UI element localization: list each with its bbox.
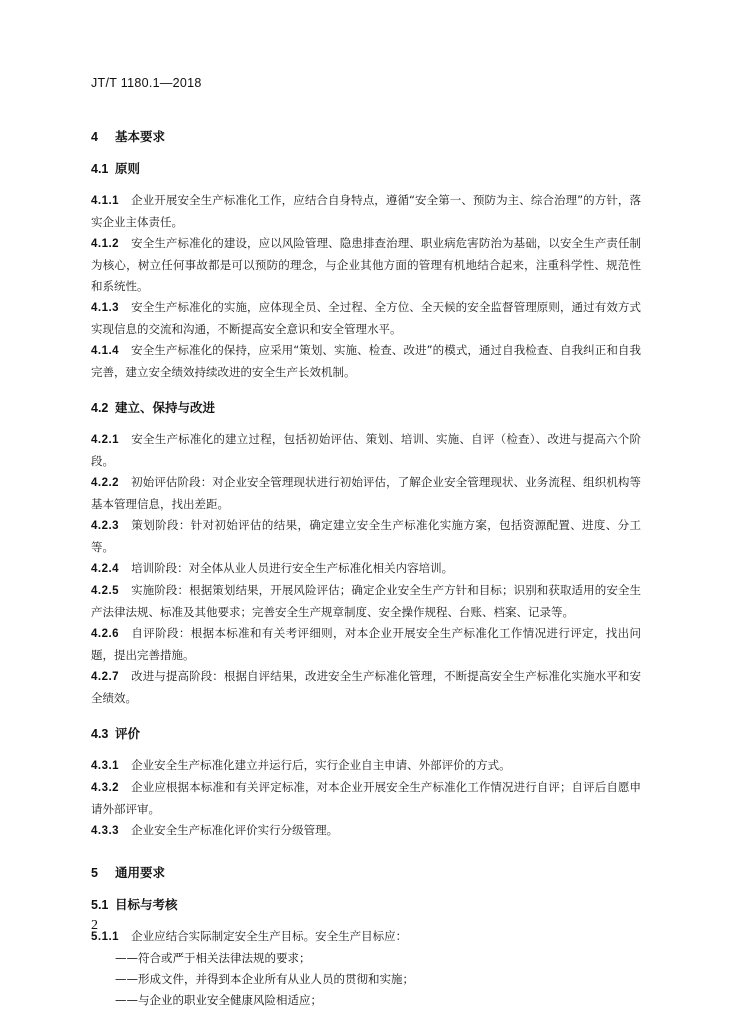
clause-number: 5.1.1 [91, 931, 120, 943]
clause-text: 企业应结合实际制定安全生产目标。安全生产目标应： [131, 929, 408, 943]
section-4-2-heading [91, 397, 641, 419]
section-number: 4.3 [91, 727, 109, 741]
clause-4-3-2 [91, 777, 641, 820]
clause-4-3-1 [91, 755, 641, 777]
clause-text: 安全生产标准化的实施，应体现全员、全过程、全方位、全天候的安全监督管理原则，通过有效方式实现信息的交流和沟通，不断提高安全意识和安全管理水平。 [91, 300, 641, 336]
section-4-1-heading [91, 158, 641, 180]
clause-text: 企业安全生产标准化建立并运行后，实行企业自主申请、外部评价的方式。 [131, 758, 511, 772]
list-item: ——与企业的职业安全健康风险相适应； [115, 993, 322, 1007]
clause-text: 安全生产标准化的保持，应采用“策划、实施、检查、改进”的模式，通过自我检查、自我纠正和自我完善，建立安全绩效持续改进的安全生产长效机制。 [91, 343, 641, 379]
section-number: 5 [91, 866, 98, 880]
clause-number: 4.1.1 [91, 195, 120, 207]
clause-4-2-1 [91, 429, 641, 472]
page-number: 2 [91, 918, 98, 933]
clause-number: 4.1.3 [91, 302, 120, 314]
clause-4-2-7 [91, 666, 641, 709]
clause-number: 4.3.3 [91, 825, 120, 837]
section-number: 4.2 [91, 401, 109, 415]
clause-number: 4.2.4 [91, 563, 120, 575]
section-title: 通用要求 [115, 865, 166, 880]
clause-number: 4.2.2 [91, 477, 120, 489]
section-5-heading [91, 862, 641, 884]
clause-4-2-6 [91, 623, 641, 666]
clause-number: 4.1.4 [91, 345, 120, 357]
clause-4-2-4 [91, 558, 641, 580]
clause-4-1-1 [91, 190, 641, 233]
section-number: 5.1 [91, 898, 109, 912]
clause-4-2-3 [91, 515, 641, 558]
section-4-3-heading [91, 723, 641, 745]
clause-4-1-3 [91, 297, 641, 340]
section-title: 目标与考核 [115, 897, 178, 912]
clause-text: 策划阶段：针对初始评估的结果，确定建立安全生产标准化实施方案，包括资源配置、进度、分工等。 [91, 518, 641, 554]
clause-text: 实施阶段：根据策划结果，开展风险评估；确定企业安全生产方针和目标；识别和获取适用的安全生产法律法规、标准及其他要求；完善安全生产规章制度、安全操作规程、台账、档案、记录等。 [91, 583, 641, 619]
section-5-1-heading [91, 894, 641, 916]
clause-number: 4.2.7 [91, 671, 120, 683]
clause-4-1-2 [91, 233, 641, 297]
clause-text: 企业应根据本标准和有关评定标准，对本企业开展安全生产标准化工作情况进行自评；自评后自愿申请外部评审。 [91, 780, 641, 816]
clause-5-1-1 [91, 926, 641, 948]
clause-text: 安全生产标准化的建设，应以风险管理、隐患排查治理、职业病危害防治为基础，以安全生产责任制为核心，树立任何事故都是可以预防的理念，与企业其他方面的管理有机地结合起来，注重科学性、规范性和系统性。 [91, 236, 641, 293]
document-body [91, 126, 641, 1011]
section-4-heading [91, 126, 641, 148]
clause-4-2-5 [91, 580, 641, 623]
clause-text: 企业开展安全生产标准化工作，应结合自身特点，遵循“安全第一、预防为主、综合治理”的方针，落实企业主体责任。 [91, 193, 641, 229]
clause-number: 4.3.2 [91, 782, 120, 794]
clause-4-2-2 [91, 472, 641, 515]
clause-number: 4.2.6 [91, 628, 120, 640]
clause-number: 4.2.1 [91, 434, 120, 446]
section-title: 基本要求 [115, 129, 166, 144]
clause-text: 自评阶段：根据本标准和有关考评细则，对本企业开展安全生产标准化工作情况进行评定，找出问题，提出完善措施。 [91, 626, 641, 662]
standard-code-header: JT/T 1180.1—2018 [91, 76, 202, 90]
clause-number: 4.1.2 [91, 238, 120, 250]
clause-text: 初始评估阶段：对企业安全管理现状进行初始评估，了解企业安全管理现状、业务流程、组织机构等基本管理信息，找出差距。 [91, 475, 641, 511]
clause-number: 4.2.5 [91, 585, 120, 597]
section-title: 评价 [115, 726, 141, 741]
clause-text: 改进与提高阶段：根据自评结果，改进安全生产标准化管理，不断提高安全生产标准化实施水平和安全绩效。 [91, 669, 641, 705]
section-number: 4 [91, 130, 98, 144]
clause-text: 企业安全生产标准化评价实行分级管理。 [131, 823, 339, 837]
list-item: ——形成文件，并得到本企业所有从业人员的贯彻和实施； [115, 972, 414, 986]
list-item: ——符合或严于相关法律法规的要求； [115, 951, 311, 965]
section-title: 原则 [115, 161, 141, 176]
clause-4-3-3 [91, 820, 641, 842]
section-number: 4.1 [91, 162, 109, 176]
clause-number: 4.3.1 [91, 760, 120, 772]
clause-number: 4.2.3 [91, 520, 120, 532]
clause-4-1-4 [91, 340, 641, 383]
section-title: 建立、保持与改进 [115, 400, 216, 415]
clause-text: 安全生产标准化的建立过程，包括初始评估、策划、培训、实施、自评（检查）、改进与提高六个阶段。 [91, 432, 641, 468]
clause-text: 培训阶段：对全体从业人员进行安全生产标准化相关内容培训。 [131, 561, 454, 575]
